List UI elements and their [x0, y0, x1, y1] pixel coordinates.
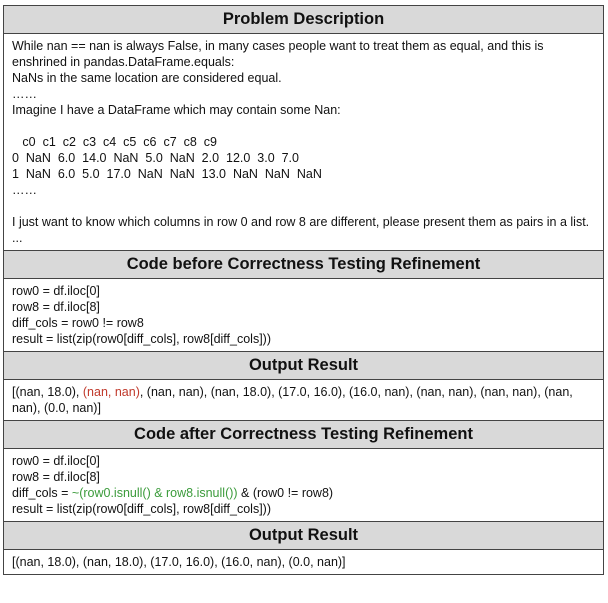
output-highlight-red: (nan, nan)	[82, 385, 140, 399]
ellipsis: ……	[12, 87, 37, 101]
problem-line: While nan == nan is always False, in many cases people want to treat them as equal, and this is enshrined in pandas.DataFrame.equals:	[12, 39, 544, 69]
output-suffix: , (nan, nan), (nan, 18.0), (17.0, 16.0), (16.0, nan), (nan, nan), (nan, nan), (nan, nan), (0.0, nan)]	[12, 385, 573, 415]
code-before-header: Code before Correctness Testing Refinement	[4, 251, 603, 279]
code-before-section	[4, 251, 603, 352]
dataframe-row: 0 NaN 6.0 14.0 NaN 5.0 NaN 2.0 12.0 3.0 7.0	[12, 151, 299, 165]
output-after-text: [(nan, 18.0), (nan, 18.0), (17.0, 16.0), (16.0, nan), (0.0, nan)]	[12, 555, 346, 569]
output-after-header: Output Result	[4, 522, 603, 550]
problem-line: I just want to know which columns in row 0 and row 8 are different, please present them as pairs in a list. ...	[12, 215, 590, 245]
output-after-section	[4, 522, 603, 574]
code-line: row8 = df.iloc[8]	[12, 470, 100, 484]
code-line: result = list(zip(row0[diff_cols], row8[diff_cols]))	[12, 332, 272, 346]
code-suffix: & (row0 != row8)	[237, 486, 334, 500]
code-line: row0 = df.iloc[0]	[12, 454, 100, 468]
dataframe-header-row: c0 c1 c2 c3 c4 c5 c6 c7 c8 c9	[12, 135, 217, 149]
problem-header: Problem Description	[4, 6, 603, 34]
problem-section	[4, 6, 603, 251]
problem-body	[4, 34, 603, 250]
code-line: result = list(zip(row0[diff_cols], row8[diff_cols]))	[12, 502, 272, 516]
output-after-body	[4, 550, 603, 574]
output-before-header: Output Result	[4, 352, 603, 380]
code-after-header: Code after Correctness Testing Refinement	[4, 421, 603, 449]
problem-line: NaNs in the same location are considered equal.	[12, 71, 282, 85]
code-before-body	[4, 279, 603, 351]
code-prefix: diff_cols =	[12, 486, 72, 500]
output-prefix: [(nan, 18.0),	[12, 385, 83, 399]
ellipsis: ……	[12, 183, 37, 197]
output-before-text	[12, 384, 595, 416]
figure-frame	[3, 5, 604, 575]
output-before-body	[4, 380, 603, 420]
code-line: diff_cols = row0 != row8	[12, 316, 144, 330]
dataframe-row: 1 NaN 6.0 5.0 17.0 NaN NaN 13.0 NaN NaN NaN	[12, 167, 322, 181]
code-highlight-green: ~(row0.isnull() & row8.isnull())	[71, 486, 238, 500]
code-line: row0 = df.iloc[0]	[12, 284, 100, 298]
code-after-body	[4, 449, 603, 521]
code-after-section	[4, 421, 603, 522]
output-before-section	[4, 352, 603, 421]
problem-line: Imagine I have a DataFrame which may contain some Nan:	[12, 103, 341, 117]
code-line: row8 = df.iloc[8]	[12, 300, 100, 314]
code-line	[12, 485, 595, 501]
